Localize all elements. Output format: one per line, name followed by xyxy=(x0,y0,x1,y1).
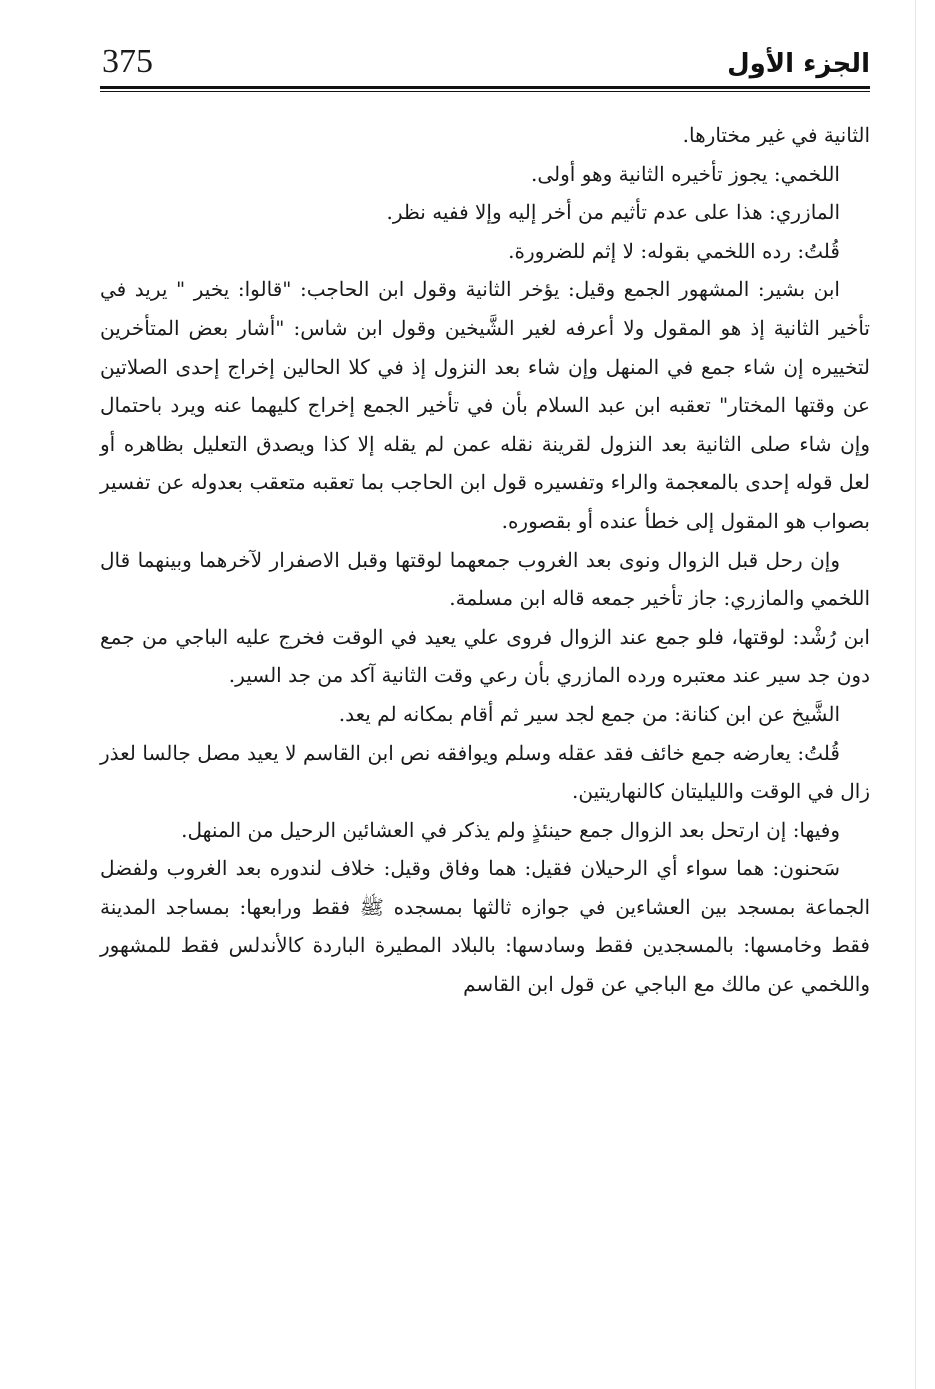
paragraph: وفيها: إن ارتحل بعد الزوال جمع حينئذٍ ولم يذكر في العشائين الرحيل من المنهل. xyxy=(181,817,840,842)
running-title: الجزء الأول xyxy=(727,49,870,79)
paragraph: اللخمي: يجوز تأخيره الثانية وهو أولى. xyxy=(531,161,840,186)
page-body xyxy=(100,116,870,1004)
page-number: 375 xyxy=(102,43,153,80)
paragraph: وإن رحل قبل الزوال ونوى بعد الغروب جمعهما لوقتها وقبل الاصفرار لآخرهما وبينهما قال اللخمي والمازري: جاز تأخير جمعه قاله ابن مسلمة. xyxy=(100,547,870,611)
header-rule-thin xyxy=(100,91,870,92)
page-header xyxy=(100,38,870,88)
paragraph: قُلتُ: يعارضه جمع خائف فقد عقله وسلم ويوافقه نص ابن القاسم لا يعيد مصل جالسا لعذر زال في الوقت والليليتان كالنهاريتين. xyxy=(100,740,870,804)
paragraph: ابن رُشْد: لوقتها، فلو جمع عند الزوال فروى علي يعيد في الوقت فخرج عليه الباجي من جمع دون جد سير عند معتبره ورده المازري بأن رعي وقت الثانية آكد من جد السير. xyxy=(100,624,870,688)
paragraph: قُلتُ: رده اللخمي بقوله: لا إثم للضرورة. xyxy=(508,238,840,263)
paragraph: الثانية في غير مختارها. xyxy=(682,123,870,147)
paragraph: المازري: هذا على عدم تأثيم من أخر إليه وإلا ففيه نظر. xyxy=(386,200,840,225)
paragraph: الشَّيخ عن ابن كنانة: من جمع لجد سير ثم أقام بمكانه لم يعد. xyxy=(338,701,840,726)
paragraph: ابن بشير: المشهور الجمع وقيل: يؤخر الثانية وقول ابن الحاجب: "قالوا: يخير " يريد في تأخير الثانية إذ هو المقول ولا أعرفه لغير الشَّيخين وقول ابن شاس: "أشار بعض المتأخرين لتخييره إن شاء جمع في المنهل وإن شاء بعد النزول إذ في كلا الحالين إخراج إحدى الصلاتين عن وقتها المختار" تعقبه ابن عبد السلام بأن في تأخير الجمع إخراج كليهما عنه ويرد باحتمال وإن شاء صلى الثانية بعد النزول لقرينة نقله عمن لم يقله إلا كذا ويصدق التعليل بظاهره أو لعل قوله إحدى بالمعجمة والراء وتفسيره قول ابن الحاجب بما تعقبه متعقب بعدوله عن تفسير بصواب هو المقول إلى خطأ عنده أو بقصوره. xyxy=(100,277,870,533)
header-rule-thick xyxy=(100,86,870,89)
page-edge-line xyxy=(915,0,916,1389)
paragraph: سَحنون: هما سواء أي الرحيلان فقيل: هما وفاق وقيل: خلاف لندوره بعد الغروب ولفضل الجماعة بمسجد بين العشاءين في جوازه ثالثها بمسجده ﷺ فقط ورابعها: بمساجد المدينة فقط وخامسها: بالمسجدين فقط وسادسها: بالبلاد المطيرة الباردة كالأندلس فقط للمشهور واللخمي عن مالك مع الباجي عن قول ابن القاسم xyxy=(100,856,870,997)
